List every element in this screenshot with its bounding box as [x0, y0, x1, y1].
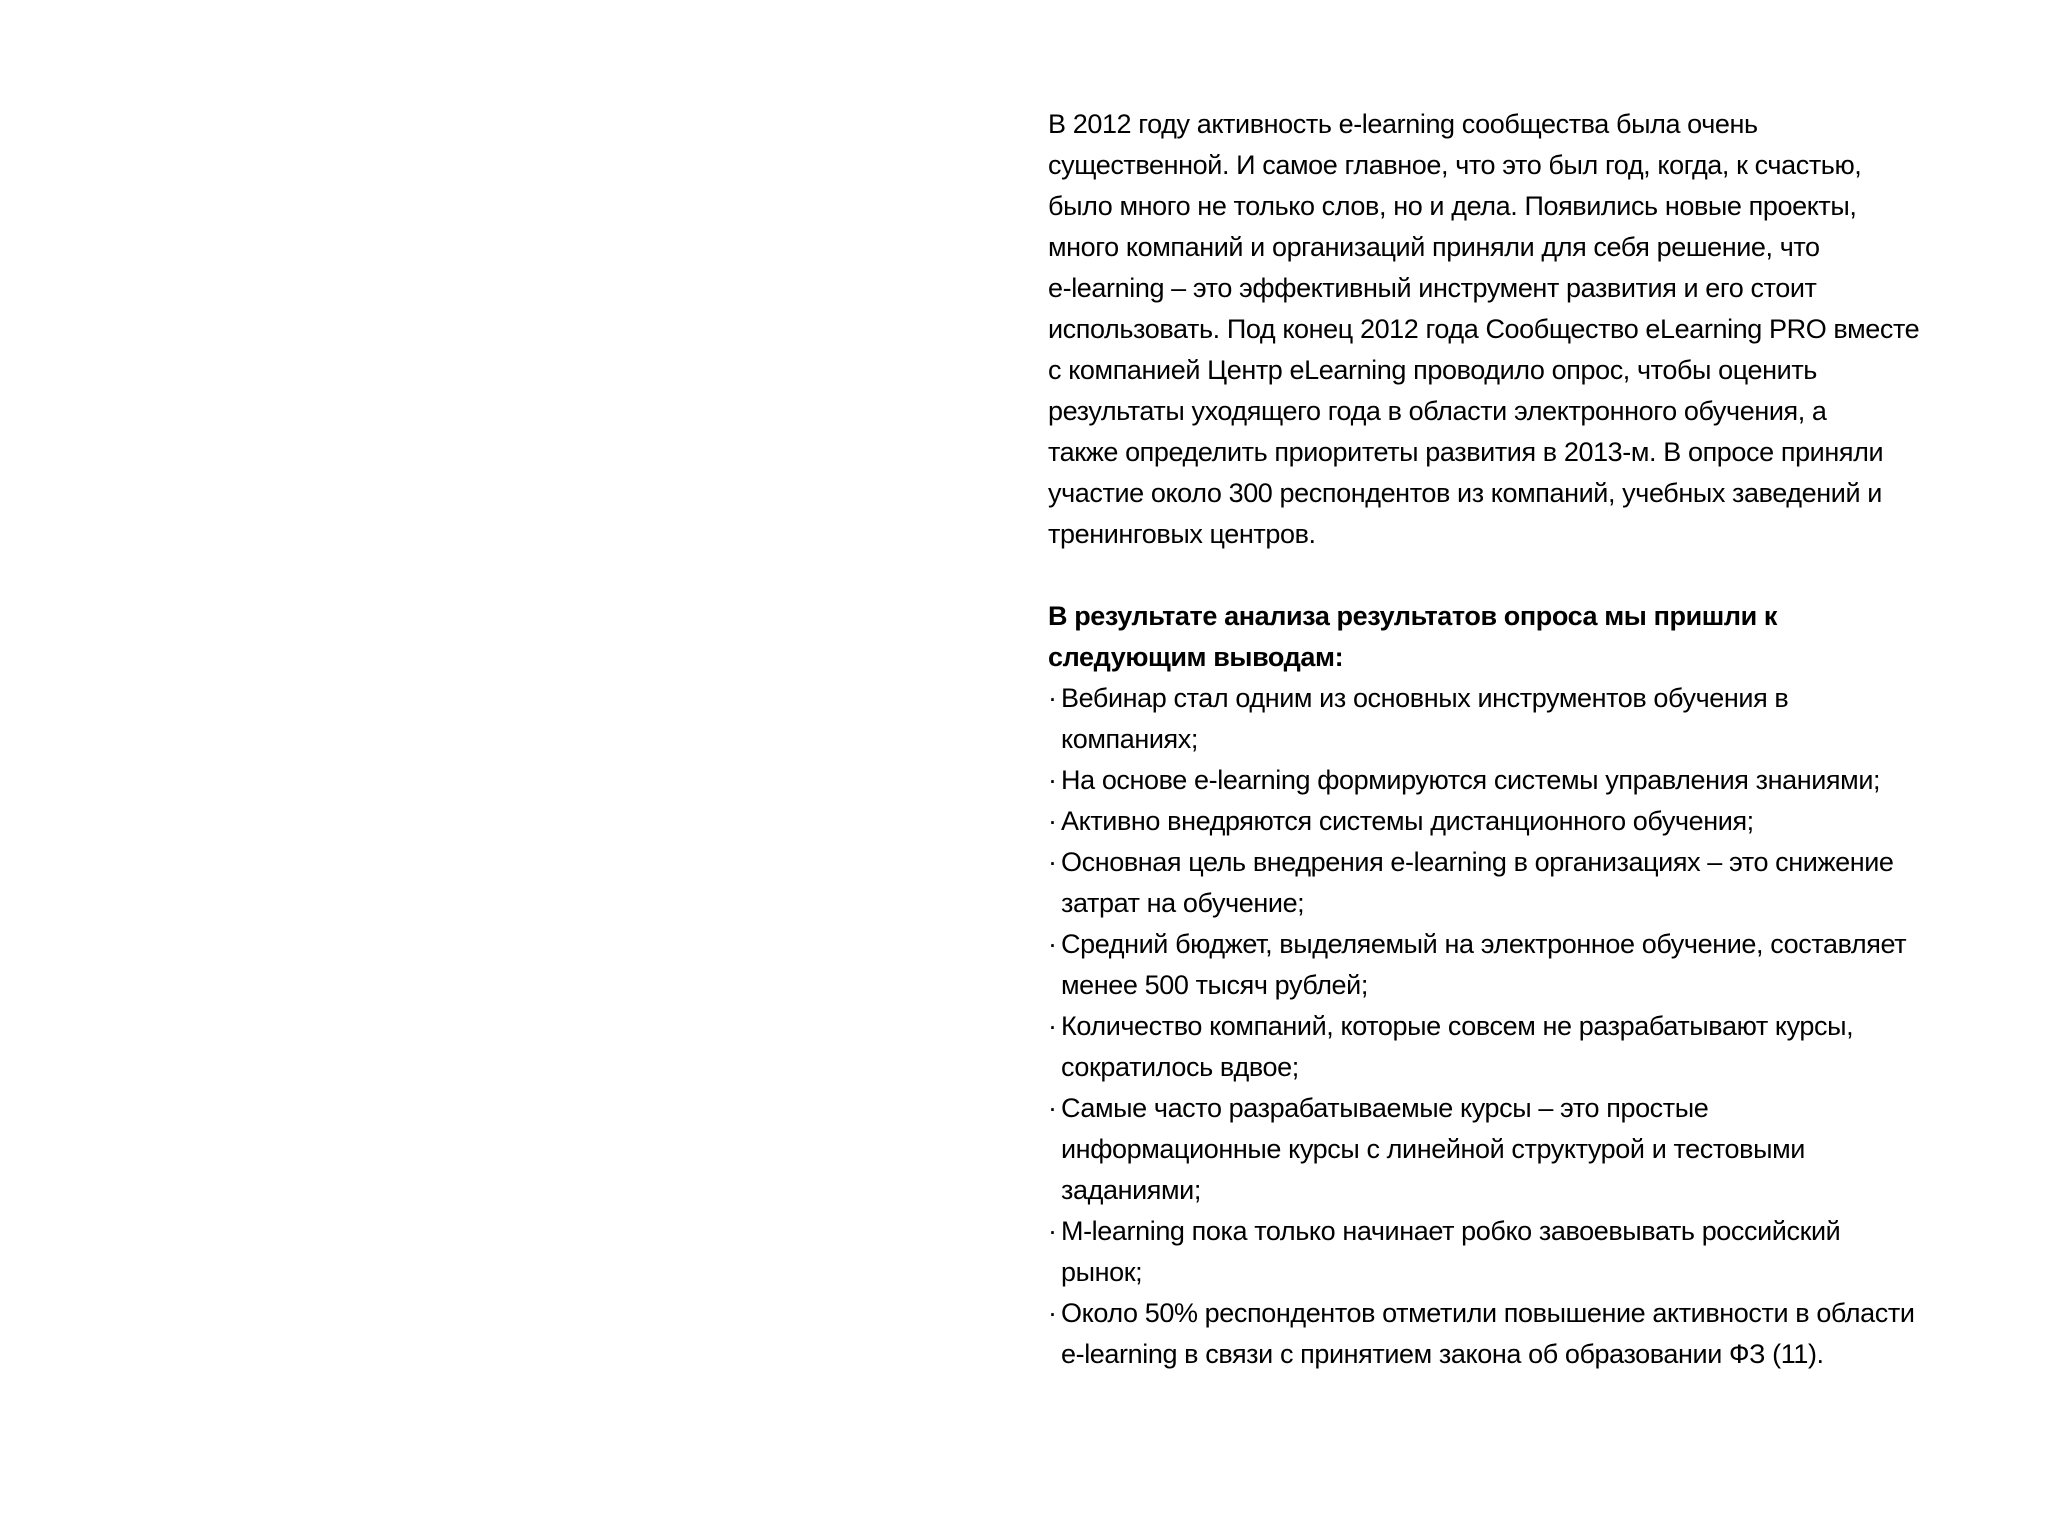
list-item: [1048, 760, 2008, 801]
list-item-text: Самые часто разрабатываемые курсы – это простые информационные курсы с линейной структурой и тестовыми заданиями;: [1061, 1093, 1805, 1205]
list-item: [1048, 842, 2008, 924]
paragraph-gap: [1048, 555, 2008, 596]
list-item-text: Около 50% респондентов отметили повышение активности в области e-learning в связи с принятием закона об образовании ФЗ (11).: [1061, 1298, 1915, 1369]
list-item: [1048, 1006, 2008, 1088]
bullet-icon: ·: [1048, 1298, 1057, 1328]
bullet-icon: ·: [1048, 1216, 1057, 1246]
conclusions-heading: В результате анализа результатов опроса мы пришли к следующим выводам:: [1048, 601, 1778, 672]
list-item: [1048, 1211, 2008, 1293]
conclusions-list: [1048, 678, 2008, 1375]
list-item-text: На основе e-learning формируются системы управления знаниями;: [1061, 765, 1881, 795]
list-item: [1048, 801, 2008, 842]
list-item-text: Активно внедряются системы дистанционного обучения;: [1061, 806, 1754, 836]
text-column: [1048, 104, 2008, 1375]
list-item-text: Количество компаний, которые совсем не разрабатывают курсы, сократилось вдвое;: [1061, 1011, 1854, 1082]
bullet-icon: ·: [1048, 683, 1057, 713]
list-item-text: Средний бюджет, выделяемый на электронное обучение, составляет менее 500 тысяч рублей;: [1061, 929, 1907, 1000]
bullet-icon: ·: [1048, 765, 1057, 795]
list-item-text: Вебинар стал одним из основных инструментов обучения в компаниях;: [1061, 683, 1789, 754]
list-item: [1048, 1088, 2008, 1211]
intro-paragraph: В 2012 году активность e-learning сообщества была очень существенной. И самое главное, что это был год, когда, к счастью, было много не только слов, но и дела. Появились новые проекты, много компаний и организаций приняли для себя решение, что e-learning – это эффективный инструмент развития и его стоит использовать. Под конец 2012 года Сообщество eLearning PRO вместе с компанией Центр eLearning проводило опрос, чтобы оценить результаты уходящего года в области электронного обучения, а также определить приоритеты развития в 2013-м. В опросе приняли участие около 300 респондентов из компаний, учебных заведений и тренинговых центров.: [1048, 109, 1920, 549]
bullet-icon: ·: [1048, 929, 1057, 959]
bullet-icon: ·: [1048, 806, 1057, 836]
bullet-icon: ·: [1048, 1093, 1057, 1123]
list-item-text: M-learning пока только начинает робко завоевывать российский рынок;: [1061, 1216, 1841, 1287]
list-item-text: Основная цель внедрения e-learning в организациях – это снижение затрат на обучение;: [1061, 847, 1894, 918]
list-item: [1048, 924, 2008, 1006]
bullet-icon: ·: [1048, 847, 1057, 877]
bullet-icon: ·: [1048, 1011, 1057, 1041]
list-item: [1048, 678, 2008, 760]
list-item: [1048, 1293, 2008, 1375]
